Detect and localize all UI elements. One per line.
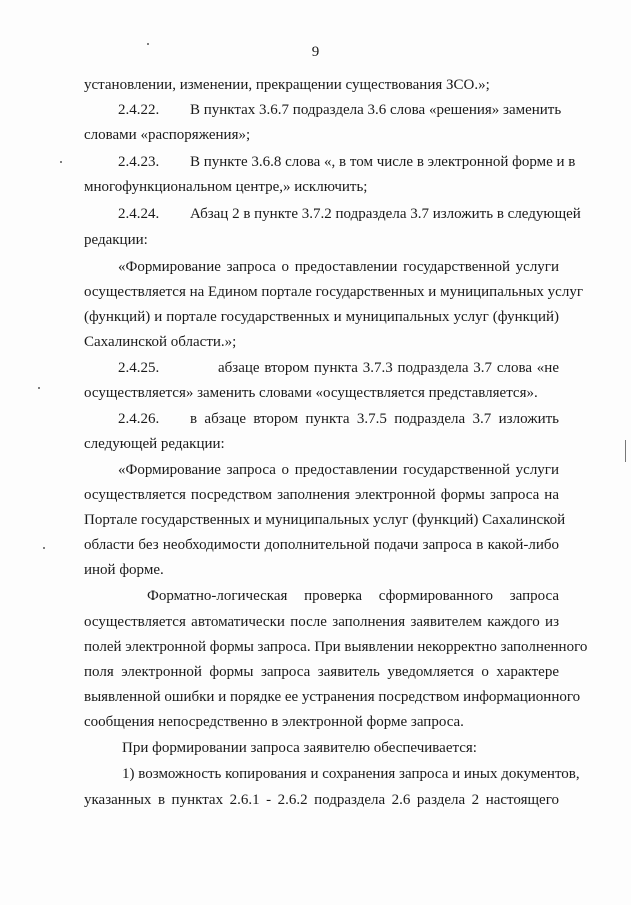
item-number: 2.4.23. bbox=[118, 154, 160, 170]
line-text: осуществляется» заменить словами «осуществляется представляется». bbox=[84, 385, 538, 401]
text-line: осуществляется автоматически после заполнения заявителем каждого из bbox=[84, 614, 559, 630]
text-line: поля электронной формы запроса заявитель уведомляется о характере bbox=[84, 664, 559, 680]
line-text: Форматно-логическая проверка сформированного запроса bbox=[147, 588, 559, 604]
text-line: полей электронной формы запроса. При выявлении некорректно заполненного bbox=[84, 639, 588, 655]
list-item bbox=[118, 410, 559, 428]
line-text: редакции: bbox=[84, 232, 148, 248]
text-line: указанных в пунктах 2.6.1 - 2.6.2 подраздела 2.6 раздела 2 настоящего bbox=[84, 792, 559, 808]
list-item bbox=[118, 153, 576, 171]
line-text: Абзац 2 в пункте 3.7.2 подраздела 3.7 изложить в следующей bbox=[190, 206, 581, 222]
line-text: В пунктах 3.6.7 подраздела 3.6 слова «решения» заменить bbox=[190, 102, 562, 118]
line-text: В пункте 3.6.8 слова «, в том числе в электронной форме и в bbox=[190, 154, 576, 170]
text-line: 1) возможность копирования и сохранения запроса и иных документов, bbox=[122, 766, 580, 782]
scan-edge-mark bbox=[625, 440, 626, 462]
line-text: иной форме. bbox=[84, 562, 164, 578]
line-text: сообщения непосредственно в электронной форме запроса. bbox=[84, 714, 464, 730]
list-item bbox=[118, 205, 581, 223]
list-item bbox=[118, 101, 562, 119]
text-line: (функций) и портале государственных и муниципальных услуг (функций) bbox=[84, 309, 559, 325]
line-text: следующей редакции: bbox=[84, 436, 225, 452]
text-line: «Формирование запроса о предоставлении государственной услуги bbox=[118, 259, 559, 275]
text-line bbox=[84, 384, 538, 402]
text-line bbox=[84, 178, 367, 196]
scan-speck bbox=[38, 387, 40, 389]
line-text: Сахалинской области.»; bbox=[84, 334, 237, 350]
page-number: 9 bbox=[311, 44, 320, 60]
text-line: Портале государственных и муниципальных услуг (функций) Сахалинской bbox=[84, 512, 566, 528]
text-line bbox=[84, 435, 225, 453]
text-line: осуществляется на Едином портале государственных и муниципальных услуг bbox=[84, 284, 583, 300]
text-line: «Формирование запроса о предоставлении государственной услуги bbox=[118, 462, 559, 478]
scan-speck bbox=[43, 547, 45, 549]
text-line bbox=[84, 713, 464, 731]
text-line bbox=[147, 587, 559, 605]
text-line bbox=[122, 739, 477, 757]
item-number: 2.4.22. bbox=[118, 102, 160, 118]
text-line bbox=[84, 76, 490, 94]
item-number: 2.4.25. bbox=[118, 360, 160, 376]
line-text: При формировании запроса заявителю обеспечивается: bbox=[122, 740, 477, 756]
line-text: словами «распоряжения»; bbox=[84, 127, 251, 143]
line-text: установлении, изменении, прекращении существования ЗСО.»; bbox=[84, 77, 490, 93]
text-line bbox=[84, 231, 148, 249]
scan-speck bbox=[60, 161, 62, 163]
line-text: абзаце втором пункта 3.7.3 подраздела 3.7 слова «не bbox=[218, 360, 559, 376]
text-line bbox=[84, 333, 236, 351]
scan-speck bbox=[147, 43, 149, 45]
item-number: 2.4.24. bbox=[118, 206, 160, 222]
line-text: в абзаце втором пункта 3.7.5 подраздела 3.7 изложить bbox=[190, 411, 559, 427]
text-line bbox=[84, 561, 164, 579]
line-text: многофункциональном центре,» исключить; bbox=[84, 179, 368, 195]
item-number: 2.4.26. bbox=[118, 411, 160, 427]
text-line: осуществляется посредством заполнения электронной формы запроса на bbox=[84, 487, 559, 503]
list-item bbox=[118, 359, 559, 377]
text-line: области без необходимости дополнительной подачи запроса в какой-либо bbox=[84, 537, 559, 553]
text-line bbox=[84, 126, 250, 144]
text-line: выявленной ошибки и порядке ее устранения посредством информационного bbox=[84, 689, 581, 705]
